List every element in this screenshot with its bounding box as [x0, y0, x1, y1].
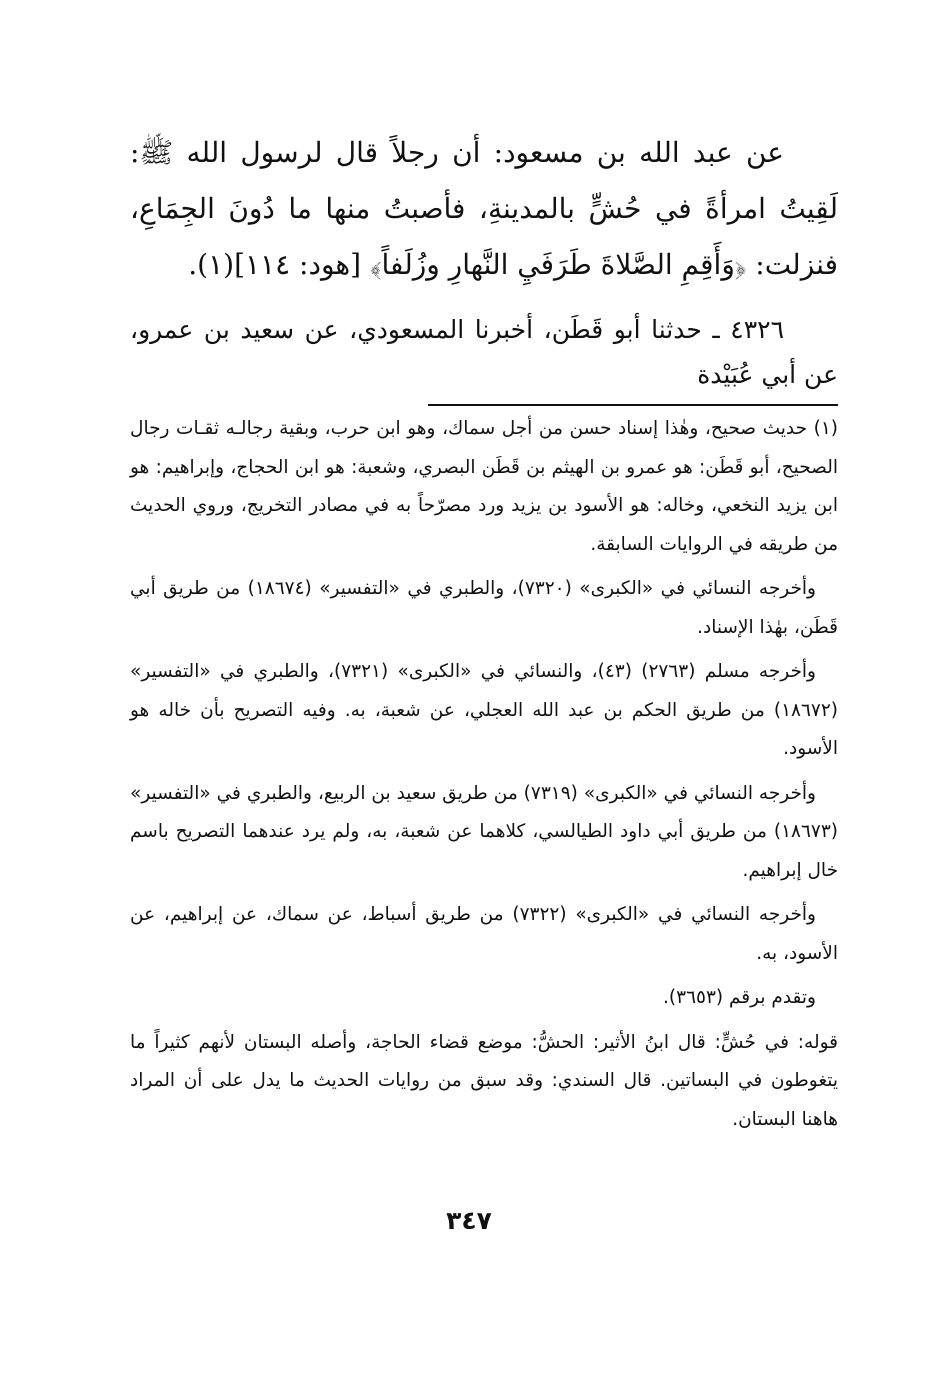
footnotes-block	[130, 410, 838, 1139]
footnote-paragraph: وتقدم برقم (٣٦٥٣).	[663, 987, 816, 1008]
footnote-paragraph: وأخرجه النسائي في «الكبرى» (٧٣١٩) من طريق سعيد بن الربيع، والطبري في «التفسير» (١٨٦٧٣) من طريق أبي داود الطيالسي، كلاهما عن شعبة، به، ولم يرد عندهما التصريح باسم خال إبراهيم.	[130, 782, 838, 881]
hadith-text: عن عبد الله بن مسعود: أن رجلاً قال لرسول الله ﷺ: لَقِيتُ امرأةً في حُشٍّ بالمدينةِ، فأصبتُ منها ما دُونَ الجِمَاعِ، فنزلت: ﴿وَأَقِمِ الصَّلاةَ طَرَفَيِ النَّهارِ وزُلَفاً﴾ [هود: ١١٤](١).	[130, 136, 838, 281]
footnote-paragraph: وأخرجه مسلم (٢٧٦٣) (٤٣)، والنسائي في «الكبرى» (٧٣٢١)، والطبري في «التفسير» (١٨٦٧٢) من طريق الحكم بن عبد الله العجلي، عن شعبة، به. وفيه التصريح بأن خاله هو الأسود.	[130, 661, 838, 759]
footnote-paragraph: وأخرجه النسائي في «الكبرى» (٧٣٢٠)، والطبري في «التفسير» (١٨٦٧٤) من طريق أبي قَطَن، بهٰذا الإسناد.	[130, 578, 838, 638]
main-text-block	[130, 125, 838, 397]
footnote-separator	[428, 404, 838, 406]
footnote-1: (١) حديث صحيح، وهٰذا إسناد حسن من أجل سماك، وهو ابن حرب، وبقية رجالـه ثقـات رجال الصحيح، أبو قَطَن: هو عمرو بن الهيثم بن قَطَن البصري، وشعبة: هو ابن الحجاج، وإبراهيم: هو ابن يزيد النخعي، وخاله: هو الأسود بن يزيد ورد مصرّحاً به في مصادر التخريج، وروي الحديث من طريقه في الروايات السابقة.	[130, 418, 838, 555]
page-number: ٣٤٧	[446, 1206, 492, 1235]
next-hadith-chain: ٤٣٢٦ ـ حدثنا أبو قَطَن، أخبرنا المسعودي، عن سعيد بن عمرو، عن أبي عُبَيْدة	[130, 315, 838, 389]
footnote-paragraph: وأخرجه النسائي في «الكبرى» (٧٣٢٢) من طريق أسباط، عن سماك، عن إبراهيم، عن الأسود، به.	[130, 904, 838, 964]
footnote-paragraph: قوله: في حُشٍّ: قال ابنُ الأثير: الحشُّ: موضع قضاء الحاجة، وأصله البستان لأنهم كثيراً ما يتغوطون في البساتين. قال السندي: وقد سبق من روايات الحديث ما يدل على أن المراد هاهنا البستان.	[130, 1031, 838, 1130]
